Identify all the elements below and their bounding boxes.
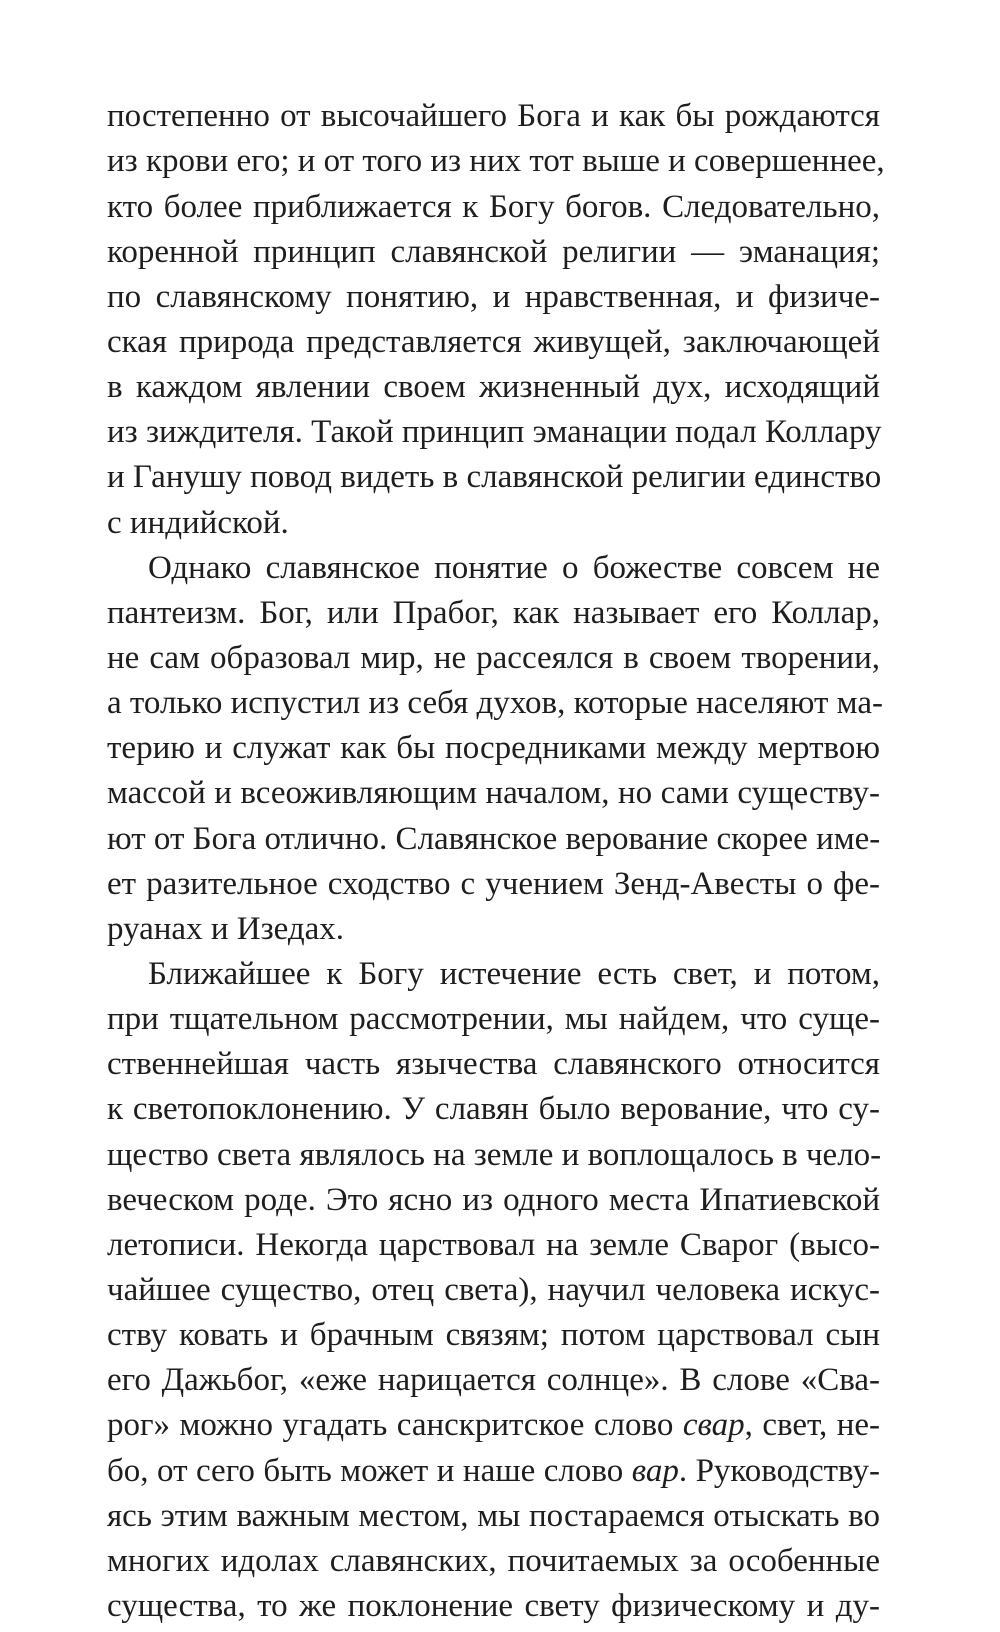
text-line: ясь этим важным местом, мы постараемся отыскать во xyxy=(107,1498,880,1534)
text-line: коренной принцип славянской религии — эманация; xyxy=(107,234,880,270)
text-line: с индийской. xyxy=(107,505,289,541)
text-line: и Ганушу повод видеть в славянской религии единство xyxy=(107,459,882,495)
text-line: ственнейшая часть язычества славянского относится xyxy=(107,1046,880,1082)
text-line: из крови его; и от того из них тот выше и совершеннее, xyxy=(107,143,885,179)
text-run: , свет, не- xyxy=(744,1407,880,1443)
text-line: массой и всеоживляющим началом, но сами существу- xyxy=(107,775,880,811)
text-run: бо, от сего быть может и наше слово xyxy=(107,1453,632,1489)
text-line: веческом роде. Это ясно из одного места Ипатиевской xyxy=(107,1182,880,1218)
text-line: постепенно от высочайшего Бога и как бы рождаются xyxy=(107,98,880,134)
italic-word: вар xyxy=(631,1453,679,1489)
text-run: . Руководству- xyxy=(678,1453,880,1489)
text-run: рог» можно угадать санскритское слово xyxy=(107,1407,683,1443)
text-line xyxy=(107,1399,880,1451)
text-line: по славянскому понятию, и нравственная, и физиче- xyxy=(107,279,880,315)
text-line: пантеизм. Бог, или Прабог, как называет его Коллар, xyxy=(107,595,880,631)
text-line: в каждом явлении своем жизненный дух, исходящий xyxy=(107,369,880,405)
text-line: его Дажьбог, «еже нарицается солнце». В слове «Сва- xyxy=(107,1362,880,1398)
paragraph-first-line: Однако славянское понятие о божестве совсем не xyxy=(148,550,880,586)
text-line: терию и служат как бы посредниками между мертвою xyxy=(107,730,880,766)
text-line: ская природа представляется живущей, заключающей xyxy=(107,324,880,360)
paragraph-first-line: Ближайшее к Богу истечение есть свет, и потом, xyxy=(148,956,880,992)
text-line: при тщательном рассмотрении, мы найдем, что суще- xyxy=(107,1001,880,1037)
text-line: чайшее существо, отец света), научил человека искус- xyxy=(107,1272,880,1308)
text-line: ству ковать и брачным связям; потом царствовал сын xyxy=(107,1317,880,1353)
italic-word: свар xyxy=(682,1407,745,1443)
text-line: а только испустил из себя духов, которые населяют ма- xyxy=(107,685,883,721)
text-line: многих идолах славянских, почитаемых за особенные xyxy=(107,1543,880,1579)
text-line: кто более приближается к Богу богов. Следовательно, xyxy=(107,189,880,225)
text-line: не сам образовал мир, не рассеялся в своем творении, xyxy=(107,640,880,676)
text-line: летописи. Некогда царствовал на земле Сварог (высо- xyxy=(107,1227,880,1263)
text-line: щество света являлось на земле и воплощалось в чело- xyxy=(107,1137,882,1173)
text-line: существа, то же поклонение свету физическому и ду- xyxy=(107,1588,880,1624)
text-line: руанах и Изедах. xyxy=(107,911,345,947)
text-line: из зиждителя. Такой принцип эманации подал Коллару xyxy=(107,414,882,450)
text-line: ет разительное сходство с учением Зенд-Авесты о фе- xyxy=(107,866,880,902)
text-line: к светопоклонению. У славян было верование, что су- xyxy=(107,1091,880,1127)
text-line: ют от Бога отлично. Славянское верование скорее име- xyxy=(107,821,881,857)
